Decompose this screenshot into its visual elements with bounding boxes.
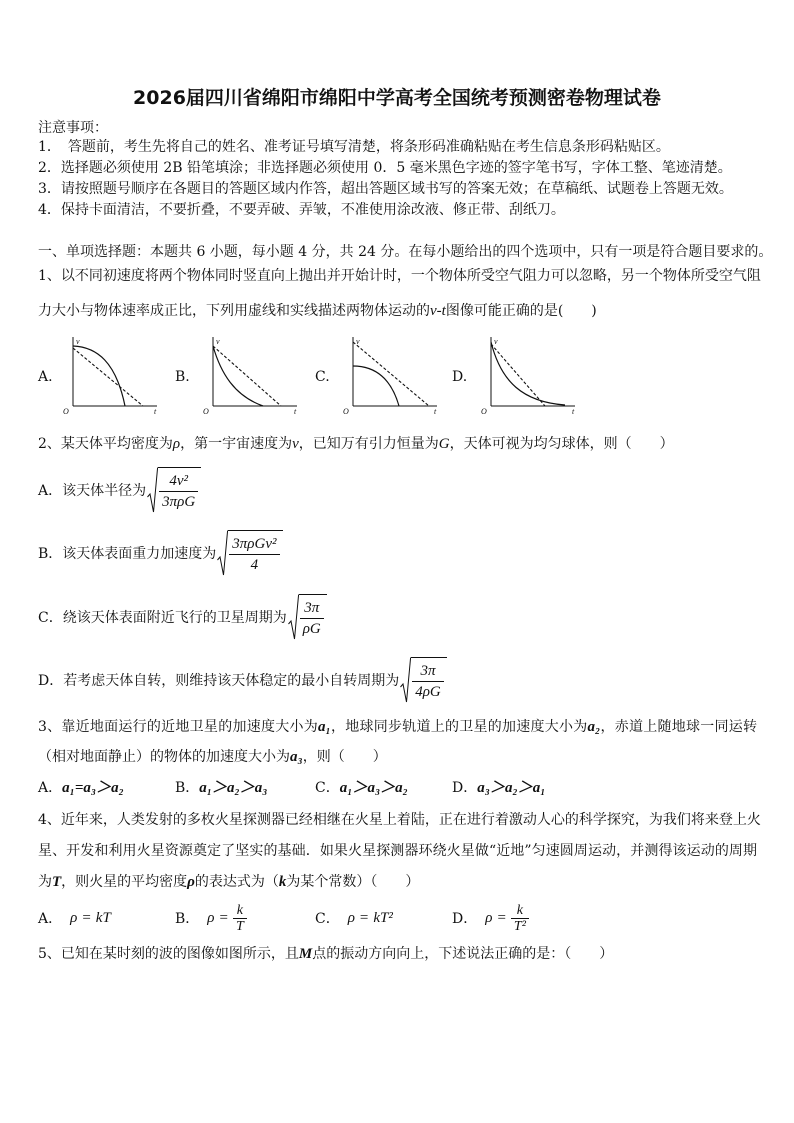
graph-c-origin-label: O: [343, 407, 349, 416]
denominator: T: [235, 918, 244, 934]
q2-option-c-label: C．: [38, 610, 63, 626]
graph-b-t-label: t: [294, 407, 297, 416]
graph-a-dashed-line: [73, 348, 143, 406]
q4-option-a-equals: =: [82, 909, 91, 926]
q1-option-d-label: D.: [452, 369, 468, 385]
q4-stem-text-2: ，则火星的平均密度: [61, 874, 188, 890]
q1-stem-text: 力大小与物体速率成正比，下列用虚线和实线描述两物体运动的: [38, 303, 430, 319]
numerator: 3πρGv²: [229, 534, 279, 555]
numerator: k: [511, 903, 529, 919]
q3-option-d-label: D．: [452, 780, 478, 796]
q2-g-symbol: G: [438, 436, 450, 452]
q5-stem: [38, 944, 613, 964]
q4-option-b-fraction: [233, 903, 247, 934]
q5-stem-text-2: 点的振动方向向上，下述说法正确的是：（ ）: [312, 946, 614, 962]
exam-title: 2026届四川省绵阳市绵阳中学高考全国统考预测密卷物理试卷: [133, 87, 661, 109]
q2-stem-text-1: 2、某天体平均密度为: [38, 436, 173, 452]
q4-rho-symbol: ρ: [187, 874, 195, 890]
q4-option-b-equals: =: [219, 909, 228, 926]
q2-option-a-sqrt: [147, 467, 201, 513]
q4-option-d: [452, 900, 529, 936]
q2-option-b-text: 该天体表面重力加速度为: [62, 546, 217, 562]
q2-option-a: [38, 466, 201, 514]
section-heading: 一、单项选择题：本题共 6 小题，每小题 4 分，共 24 分。在每小题给出的四个选项中，只有一项是符合题目要求的。: [38, 244, 773, 260]
q4-option-d-lhs: ρ: [485, 909, 493, 926]
radical-sign-icon: [217, 530, 228, 576]
notice-item-4: 4．保持卡面清洁，不要折叠，不要弄破、弄皱，不准使用涂改液、修正带、刮纸刀。: [38, 202, 565, 218]
radicand: [228, 530, 282, 576]
q4-option-b-label: B．: [175, 911, 200, 927]
q4-stem-line-2: 星、开发和利用火星资源奠定了坚实的基础．如果火星探测器环绕火星做“近地”匀速圆周运动，并测得该运动的周期: [38, 843, 757, 859]
radicand: [158, 467, 201, 513]
radical-sign-icon: [147, 467, 158, 513]
q2-option-d: [38, 656, 447, 704]
q3-stem-line-1: [38, 717, 757, 737]
q1-option-b-label: B.: [175, 369, 190, 385]
graph-c-t-label: t: [434, 407, 437, 416]
radicand: [299, 594, 327, 640]
denominator: T²: [513, 918, 526, 934]
q3-a3-symbol: a₃: [290, 749, 303, 765]
q2-option-a-text: 该天体半径为: [62, 483, 147, 499]
q4-k-symbol: k: [278, 874, 287, 890]
q3-option-a-expr: a₁=a₃＞a₂: [62, 780, 124, 796]
q3-option-b-expr: a₁＞a₂＞a₃: [199, 780, 268, 796]
q2-option-d-text: 若考虑天体自转，则维持该天体稳定的最小自转周期为: [63, 673, 400, 689]
q2-option-c-text: 绕该天体表面附近飞行的卫星周期为: [62, 610, 287, 626]
q2-stem-text-4: ，天体可视为均匀球体，则（ ）: [449, 436, 674, 452]
q2-option-b-label: B．: [38, 546, 63, 562]
graph-a-origin-label: O: [63, 407, 69, 416]
q4-option-c-equals: =: [359, 909, 369, 926]
fraction: [412, 661, 444, 702]
q3-option-c-label: C．: [315, 780, 340, 796]
graph-c-solid-curve: [353, 366, 399, 406]
graph-a-v-label: v: [76, 337, 80, 346]
radical-sign-icon: [400, 657, 411, 703]
q2-option-d-label: D．: [38, 673, 64, 689]
q4-stem-text-3: 的表达式为（: [194, 874, 279, 890]
graph-d-dashed-line: [491, 344, 545, 406]
notice-item-2: 2．选择题必须使用 2B 铅笔填涂；非选择题必须使用 0．5 毫米黑色字迹的签字笔书写，字体工整、笔迹清楚。: [38, 160, 732, 176]
q4-option-c: [315, 900, 393, 936]
notice-item-3: 3．请按照题号顺序在各题目的答题区域内作答，超出答题区域书写的答案无效；在草稿纸、试题卷上答题无效。: [38, 181, 733, 197]
radical-sign-icon: [288, 594, 299, 640]
q2-option-a-label: A．: [38, 483, 63, 499]
q1-graph-c: [341, 334, 441, 416]
q2-option-c: [38, 593, 327, 641]
graph-d-v-label: v: [494, 337, 498, 346]
fraction: [229, 534, 279, 575]
q4-option-b-lhs: ρ: [207, 909, 215, 926]
q3-a2-symbol: a₂: [587, 719, 601, 735]
q2-stem: [38, 434, 674, 454]
q3-option-a: [38, 778, 124, 798]
q4-stem-text-1: 为: [38, 874, 52, 890]
notice-heading: 注意事项：: [38, 120, 108, 136]
q5-m-symbol: M: [298, 946, 313, 962]
q3-stem-text-2: ，地球同步轨道上的卫星的加速度大小为: [330, 719, 588, 735]
q2-option-c-sqrt: [288, 594, 327, 640]
q3-option-a-label: A．: [38, 780, 63, 796]
graph-d-solid-curve: [491, 342, 565, 405]
denominator: 3πρG: [162, 494, 196, 510]
q2-option-b: [38, 529, 283, 577]
q1-option-a-label: A.: [38, 369, 53, 385]
graph-b-solid-curve: [213, 346, 263, 406]
q3-stem-text-4: （相对地面静止）的物体的加速度大小为: [38, 749, 290, 765]
fraction: [159, 471, 198, 512]
q1-vt-symbol: v-t: [430, 303, 446, 319]
q1-stem-line-2: [38, 301, 597, 321]
numerator: 3π: [412, 661, 444, 682]
q1-graph-b: [201, 334, 301, 416]
q3-option-d: [452, 778, 545, 798]
denominator: 4: [250, 557, 259, 573]
q3-stem-text-3: ，赤道上随地球一同运转: [600, 719, 758, 735]
q5-stem-text-1: 5、已知在某时刻的波的图像如图所示，且: [38, 946, 299, 962]
q4-stem-text-4: 为某个常数）（ ）: [286, 874, 420, 890]
numerator: k: [233, 903, 247, 919]
q3-option-c: [315, 778, 408, 798]
graph-d-origin-label: O: [481, 407, 487, 416]
q4-option-d-fraction: [511, 903, 529, 934]
q2-stem-text-2: ，第一宇宙速度为: [180, 436, 293, 452]
q2-option-d-sqrt: [400, 657, 447, 703]
q4-option-c-label: C．: [315, 911, 340, 927]
q2-option-b-sqrt: [217, 530, 282, 576]
graph-b-origin-label: O: [203, 407, 209, 416]
q3-option-c-expr: a₁＞a₃＞a₂: [339, 780, 408, 796]
q4-option-c-rhs: kT²: [373, 909, 393, 926]
q4-option-a: [38, 900, 111, 936]
q4-option-b: [175, 900, 247, 936]
q1-stem-line-1: 1、以不同初速度将两个物体同时竖直向上抛出并开始计时，一个物体所受空气阻力可以忽略，另一个物体所受空气阻: [38, 268, 761, 284]
graph-c-v-label: v: [356, 337, 360, 346]
q4-option-a-rhs: kT: [95, 909, 111, 926]
q3-stem-text-1: 3、靠近地面运行的近地卫星的加速度大小为: [38, 719, 318, 735]
q3-a1-symbol: a₁: [317, 719, 331, 735]
q4-t-symbol: T: [52, 874, 62, 890]
q4-option-d-label: D．: [452, 911, 478, 927]
fraction: [300, 598, 324, 639]
q1-stem-text-end: 图像可能正确的是( ): [445, 303, 597, 319]
q2-rho-symbol: ρ: [172, 436, 181, 452]
graph-b-dashed-line: [213, 346, 281, 406]
q3-option-d-expr: a₃＞a₂＞a₁: [477, 780, 546, 796]
q3-stem-line-2: [38, 747, 387, 767]
q4-option-a-label: A．: [38, 911, 63, 927]
q1-graph-d: [479, 334, 579, 416]
q4-option-d-equals: =: [497, 909, 506, 926]
q1-graph-a: [61, 334, 161, 416]
notice-item-1: 1． 答题前，考生先将自己的姓名、准考证号填写清楚，将条形码准确粘贴在考生信息条形码粘贴区。: [38, 139, 670, 155]
q3-option-b: [175, 778, 268, 798]
q4-option-a-lhs: ρ: [70, 909, 78, 926]
q2-v-symbol: v: [292, 436, 299, 452]
graph-b-v-label: v: [216, 337, 220, 346]
q4-option-c-lhs: ρ: [347, 909, 355, 926]
q4-stem-line-3: [38, 872, 419, 892]
graph-d-t-label: t: [572, 407, 575, 416]
q4-stem-line-1: 4、近年来，人类发射的多枚火星探测器已经相继在火星上着陆，正在进行着激动人心的科学探究，为我们将来登上火: [38, 812, 761, 828]
graph-a-t-label: t: [154, 407, 157, 416]
numerator: 3π: [300, 598, 324, 619]
radicand: [411, 657, 447, 703]
denominator: 4ρG: [415, 684, 441, 700]
q1-option-c-label: C.: [315, 369, 330, 385]
q3-option-b-label: B．: [175, 780, 200, 796]
denominator: ρG: [302, 621, 321, 637]
numerator: 4v²: [159, 471, 198, 492]
q2-stem-text-3: ，已知万有引力恒量为: [298, 436, 439, 452]
q3-stem-text-5: ，则（ ）: [302, 749, 387, 765]
graph-c-dashed-line: [353, 342, 429, 406]
